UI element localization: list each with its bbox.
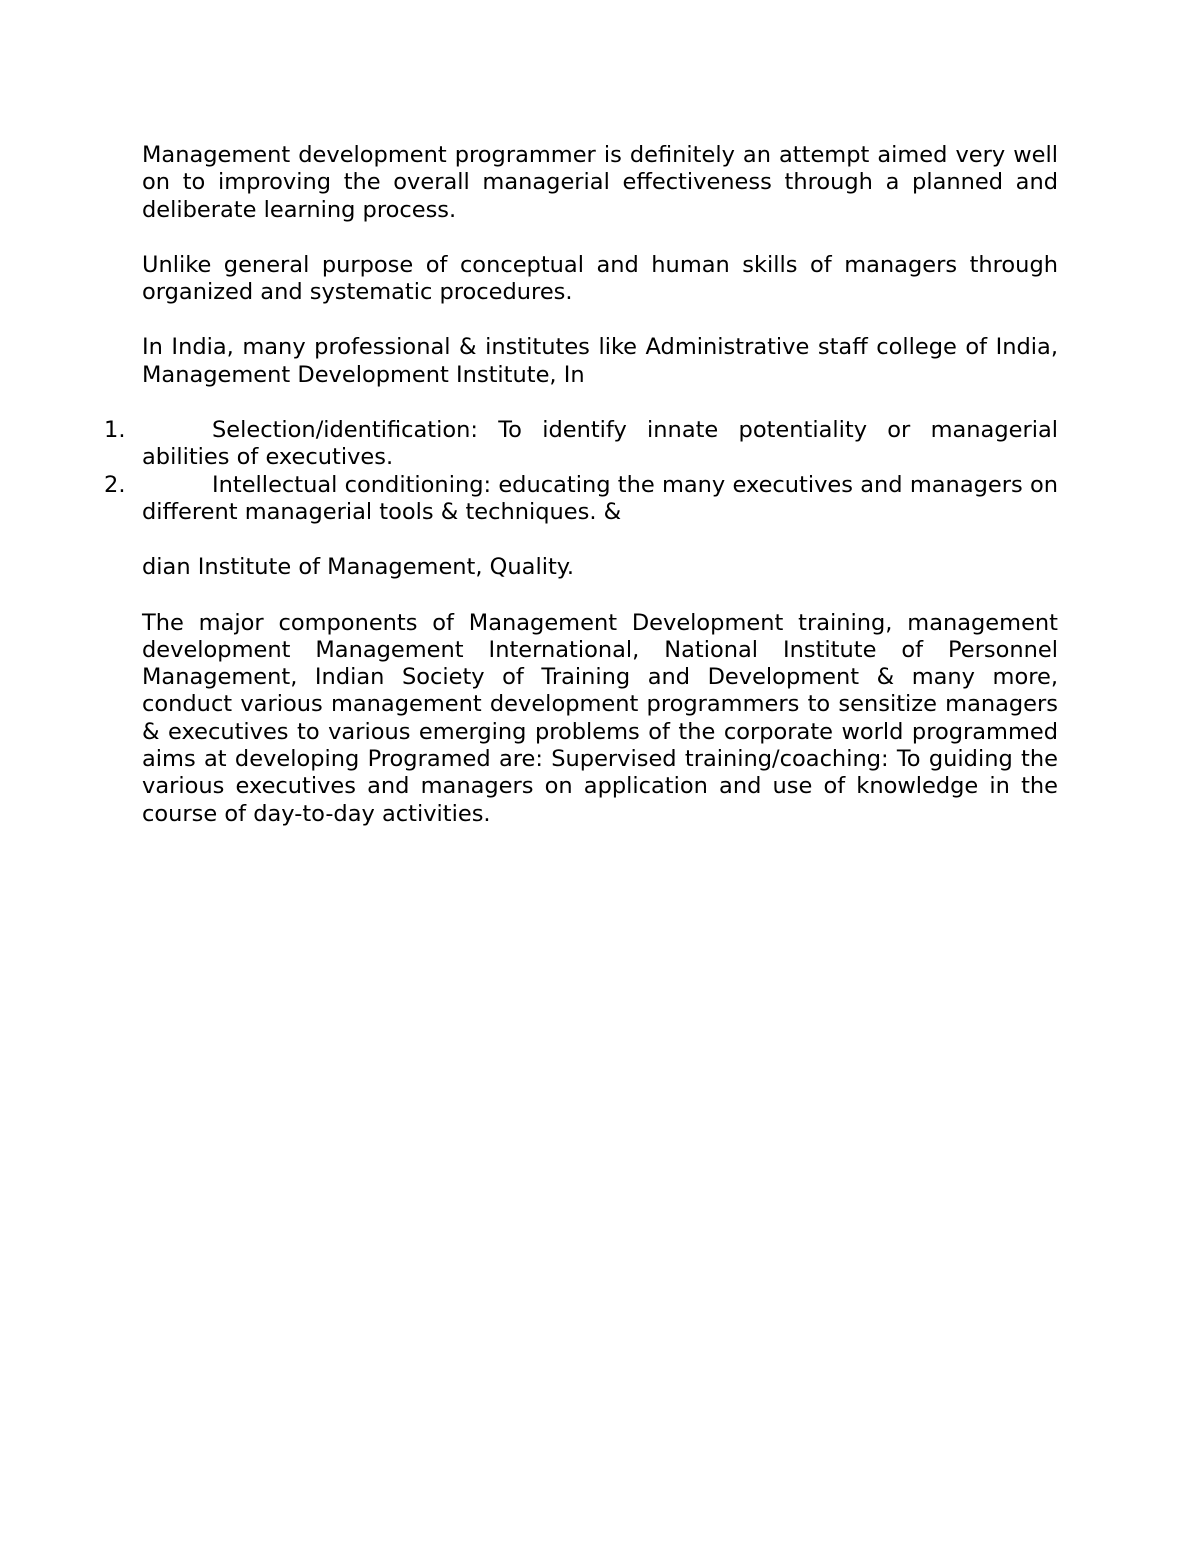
paragraph-skills: Unlike general purpose of conceptual and human skills of managers through organized and systematic procedures. xyxy=(142,251,1058,306)
list-item-text: Intellectual conditioning: educating the many executives and managers on different managerial tools & techniques. & xyxy=(142,471,1058,525)
paragraph-intro: Management development programmer is definitely an attempt aimed very well on to improving the overall managerial effectiveness through a planned and deliberate learning process. xyxy=(142,142,1058,223)
list-item-number: 1. xyxy=(104,417,126,444)
list-item xyxy=(104,417,1058,472)
numbered-list xyxy=(104,417,1058,526)
list-item-text: Selection/identification: To identify innate potentiality or managerial abilities of executives. xyxy=(142,417,1058,471)
list-item xyxy=(104,471,1058,527)
paragraph-major-components: The major components of Management Development training, management development Management International, National Institute of Personnel Management, Indian Society of Training and Development & many more, conduct various management development programmers to sensitize managers & executives to various emerging problems of the corporate world programmed aims at developing Programed are: Supervised training/coaching: To guiding the various executives and managers on application and use of knowledge in the course of day-to-day activities. xyxy=(142,609,1058,827)
paragraph-institute-fragment: dian Institute of Management, Quality. xyxy=(142,554,575,581)
list-item-number: 2. xyxy=(104,471,126,498)
document-body xyxy=(104,142,1058,828)
paragraph-india-institutes: In India, many professional & institutes like Administrative staff college of India, Management Development Institute, In xyxy=(142,334,1058,388)
